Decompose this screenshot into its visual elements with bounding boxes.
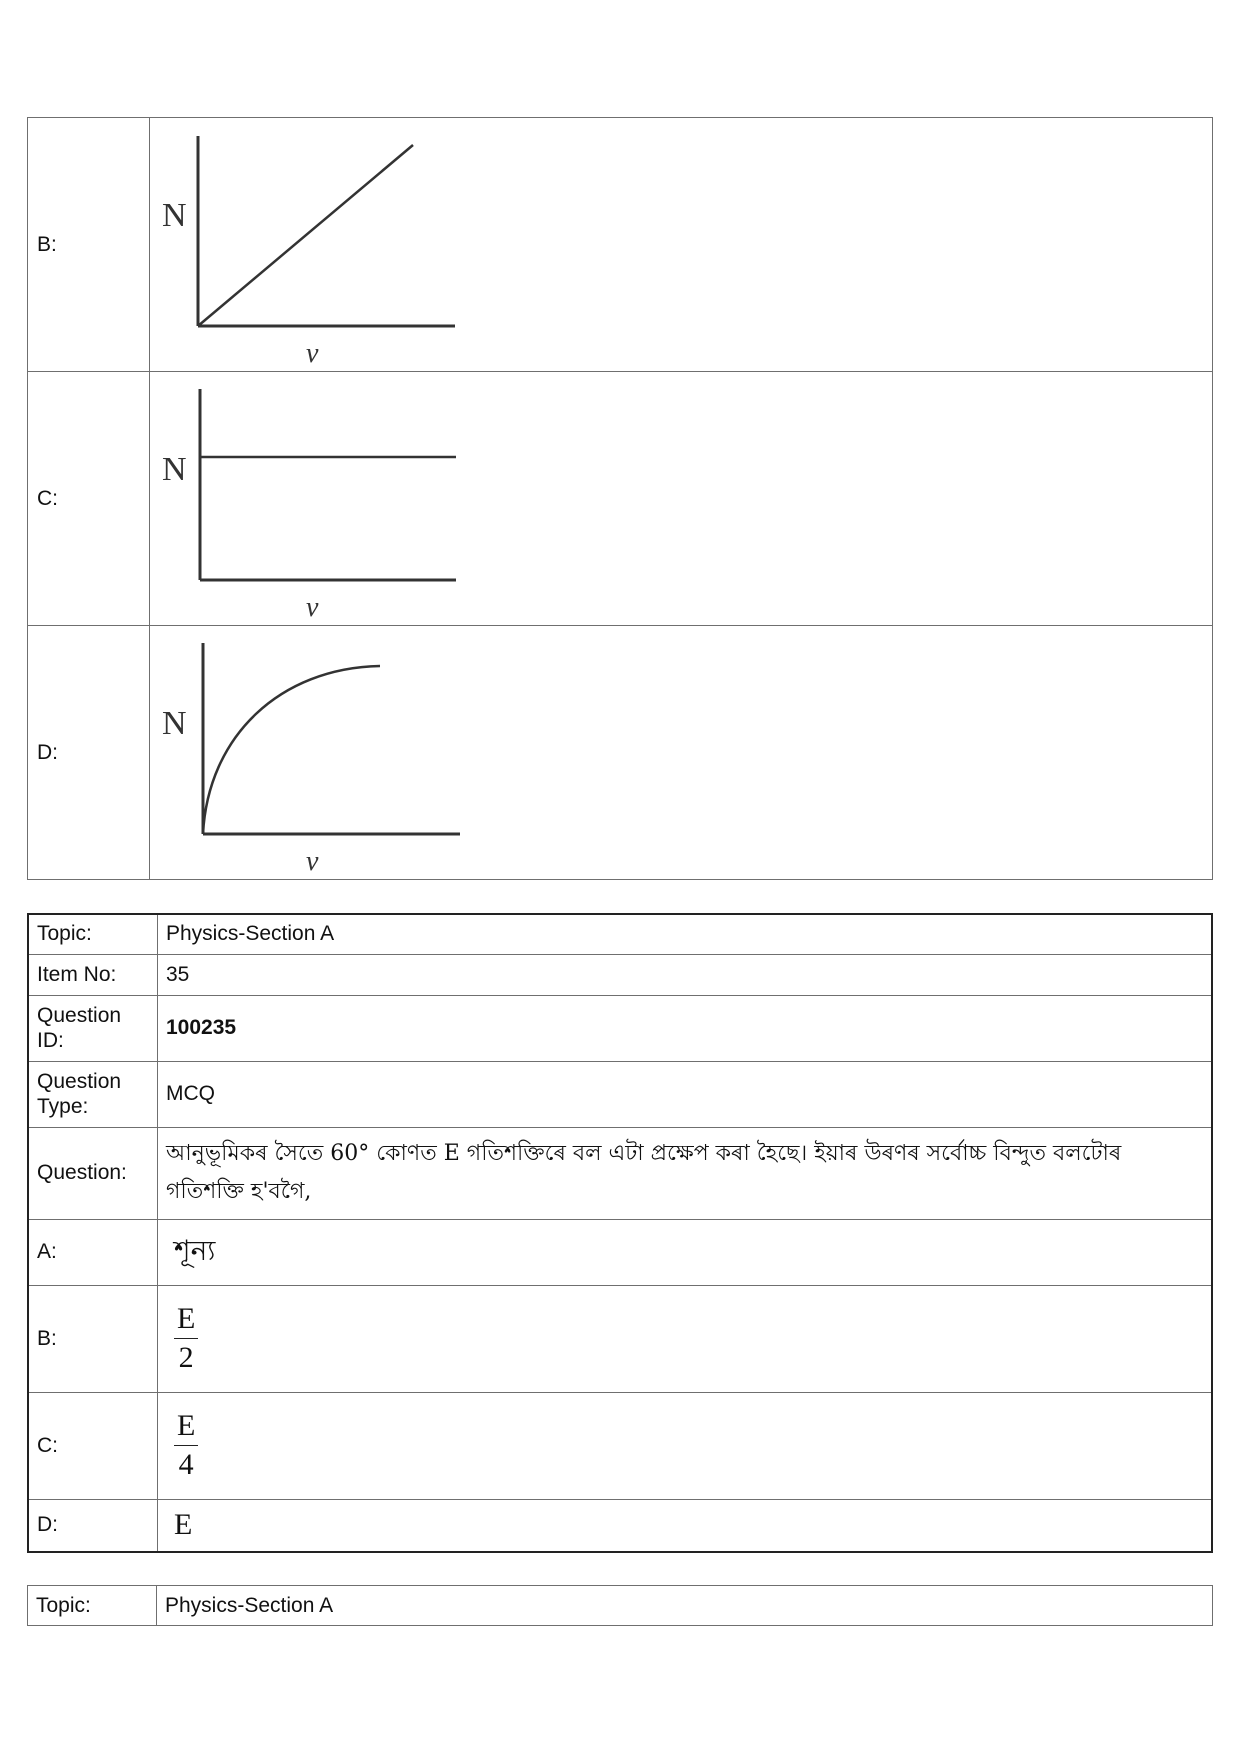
graph-line xyxy=(198,145,413,326)
x-axis-label: ν xyxy=(306,846,319,877)
fraction-numerator: E xyxy=(174,1407,198,1446)
graph-linear xyxy=(150,118,470,371)
question-id-value: 100235 xyxy=(158,995,1213,1061)
x-axis-label: ν xyxy=(306,592,319,623)
topic-value: Physics-Section A xyxy=(158,914,1213,954)
answer-b-cell xyxy=(158,1285,1213,1392)
topic-label: Topic: xyxy=(28,914,158,954)
option-label: B: xyxy=(28,118,150,372)
fraction-e-over-4 xyxy=(174,1407,198,1484)
y-axis-label: N xyxy=(162,705,187,742)
answer-row-c xyxy=(28,1392,1212,1499)
option-row-d xyxy=(28,626,1213,880)
answer-d-value: E xyxy=(158,1499,1213,1552)
question-type-row xyxy=(28,1061,1212,1127)
fraction-e-over-2 xyxy=(174,1300,198,1377)
question-row xyxy=(28,1127,1212,1219)
graph-curve xyxy=(150,626,470,879)
fraction-numerator: E xyxy=(174,1300,198,1339)
question-type-label: Question Type: xyxy=(28,1061,158,1127)
question-id-row xyxy=(28,995,1212,1061)
answer-row-d xyxy=(28,1499,1212,1552)
option-graph-cell xyxy=(150,626,1213,880)
answer-label: B: xyxy=(28,1285,158,1392)
option-graph-cell xyxy=(150,372,1213,626)
topic-row xyxy=(28,1586,1213,1626)
question-type-value: MCQ xyxy=(158,1061,1213,1127)
option-row-b xyxy=(28,118,1213,372)
item-no-label: Item No: xyxy=(28,954,158,995)
answer-row-b xyxy=(28,1285,1212,1392)
answer-label: D: xyxy=(28,1499,158,1552)
fraction-denominator: 2 xyxy=(178,1341,194,1374)
next-question-table xyxy=(27,1585,1213,1626)
graph-constant xyxy=(150,372,470,625)
item-no-row xyxy=(28,954,1212,995)
answer-row-a xyxy=(28,1219,1212,1285)
option-label: C: xyxy=(28,372,150,626)
topic-row xyxy=(28,914,1212,954)
y-axis-label: N xyxy=(162,197,187,234)
option-graph-cell xyxy=(150,118,1213,372)
topic-value: Physics-Section A xyxy=(157,1586,1213,1626)
topic-label: Topic: xyxy=(28,1586,157,1626)
answer-label: C: xyxy=(28,1392,158,1499)
item-no-value: 35 xyxy=(158,954,1213,995)
x-axis-label: ν xyxy=(306,338,319,369)
graph-curve-line xyxy=(203,666,380,834)
option-row-c xyxy=(28,372,1213,626)
question-label: Question: xyxy=(28,1127,158,1219)
option-label: D: xyxy=(28,626,150,880)
answer-label: A: xyxy=(28,1219,158,1285)
y-axis-label: N xyxy=(162,451,187,488)
question-id-label: Question ID: xyxy=(28,995,158,1061)
answer-a-value: শূন্য xyxy=(158,1219,1213,1285)
graph-options-table xyxy=(27,117,1213,880)
question-table xyxy=(27,913,1213,1553)
question-text: আনুভূমিকৰ সৈতে 60° কোণত E গতিশক্তিৰে বল এটা প্ৰক্ষেপ কৰা হৈছে। ইয়াৰ উৰণৰ সৰ্বোচ্চ বিন্দুত বলটোৰ গতিশক্তি হ'বগৈ, xyxy=(158,1127,1213,1219)
fraction-denominator: 4 xyxy=(178,1448,194,1481)
answer-c-cell xyxy=(158,1392,1213,1499)
